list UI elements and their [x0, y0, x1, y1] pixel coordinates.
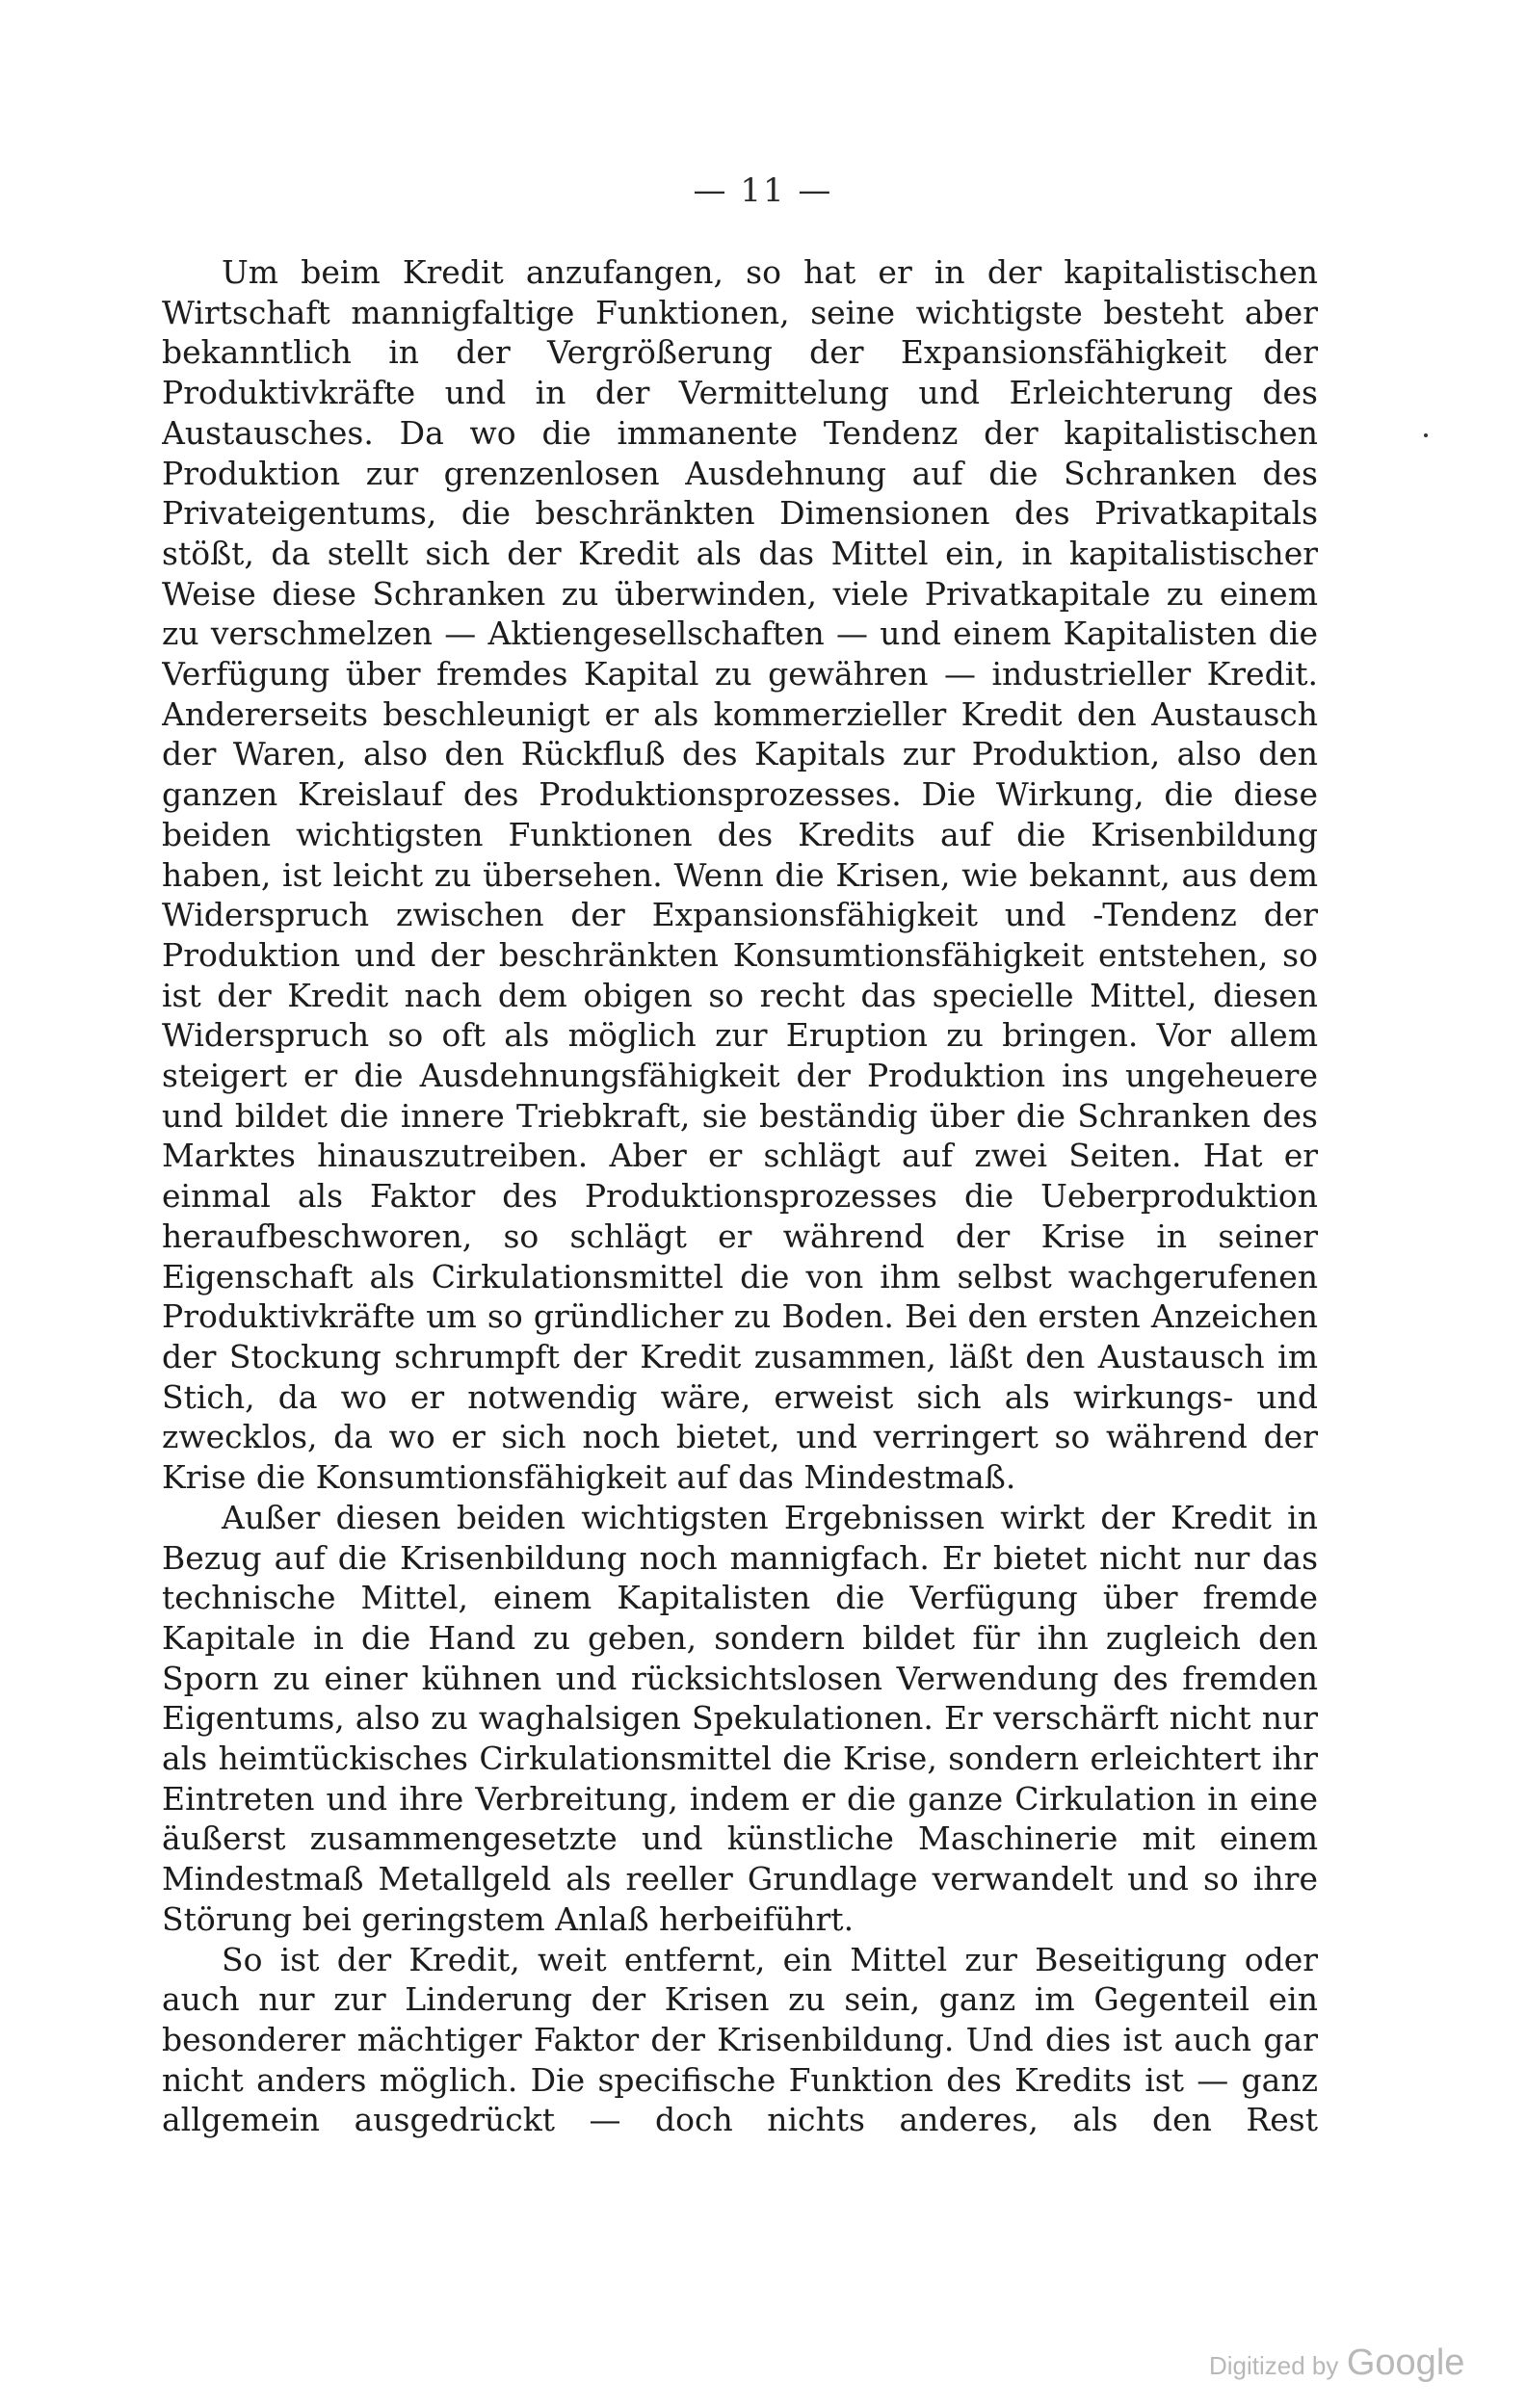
scan-speck: [1424, 433, 1428, 437]
page-number: — 11 —: [693, 171, 833, 210]
paragraph-2: Außer diesen beiden wichtigsten Ergebnissen wirkt der Kredit in Bezug auf die Krisenbildung noch mannigfach. Er bietet nicht nur das technische Mittel, einem Kapitalisten die Verfügung über fremde Kapitale in die Hand zu geben, sondern bildet für ihn zugleich den Sporn zu einer kühnen und rücksichtslosen Verwendung des fremden Eigentums, also zu waghalsigen Spekulationen. Er verschärft nicht nur als heimtückisches Cirkulationsmittel die Krise, sondern erleichtert ihr Eintreten und ihre Verbreitung, indem er die ganze Cirkulation in eine äußerst zusammengesetzte und künstliche Maschinerie mit einem Mindestmaß Metallgeld als reeller Grundlage verwandelt und so ihre Störung bei geringstem Anlaß herbeiführt.: [162, 1498, 1318, 1938]
body-text: [162, 252, 1318, 2188]
watermark-prefix: Digitized by: [1209, 2351, 1339, 2380]
paragraph-1: Um beim Kredit anzufangen, so hat er in der kapitalistischen Wirtschaft mannigfaltige Funktionen, seine wichtigste besteht aber bekanntlich in der Vergrößerung der Expansionsfähigkeit der Produktivkräfte und in der Vermittelung und Erleichterung des Austausches. Da wo die immanente Tendenz der kapitalistischen Produktion zur grenzenlosen Ausdehnung auf die Schranken des Privateigentums, die beschränkten Dimensionen des Privatkapitals stößt, da stellt sich der Kredit als das Mittel ein, in kapitalistischer Weise diese Schranken zu überwinden, viele Privatkapitale zu einem zu verschmelzen — Aktiengesellschaften — und einem Kapitalisten die Verfügung über fremdes Kapital zu gewähren — industrieller Kredit. Andererseits beschleunigt er als kommerzieller Kredit den Austausch der Waren, also den Rückfluß des Kapitals zur Produktion, also den ganzen Kreislauf des Produktionsprozesses. Die Wirkung, die diese beiden wichtigsten Funktionen des Kredits auf die Krisenbildung haben, ist leicht zu übersehen. Wenn die Krisen, wie bekannt, aus dem Widerspruch zwischen der Expansionsfähigkeit und -Tendenz der Produktion und der beschränkten Konsumtionsfähigkeit entstehen, so ist der Kredit nach dem obigen so recht das specielle Mittel, diesen Widerspruch so oft als möglich zur Eruption zu bringen. Vor allem steigert er die Ausdehnungsfähigkeit der Produktion ins ungeheuere und bildet die innere Triebkraft, sie beständig über die Schranken des Marktes hinauszutreiben. Aber er schlägt auf zwei Seiten. Hat er einmal als Faktor des Produktionsprozesses die Ueberproduktion heraufbeschworen, so schlägt er während der Krise in seiner Eigenschaft als Cirkulationsmittel die von ihm selbst wachgerufenen Produktivkräfte um so gründlicher zu Boden. Bei den ersten Anzeichen der Stockung schrumpft der Kredit zusammen, läßt den Austausch im Stich, da wo er notwendig wäre, erweist sich als wirkungs- und zwecklos, da wo er sich noch bietet, und verringert so während der Krise die Konsumtionsfähigkeit auf das Mindestmaß.: [162, 253, 1318, 1497]
digitized-watermark: [1209, 2343, 1464, 2384]
watermark-brand: Google: [1346, 2343, 1465, 2383]
paragraph-3: So ist der Kredit, weit entfernt, ein Mittel zur Beseitigung oder auch nur zur Linderung der Krisen zu sein, ganz im Gegenteil ein besonderer mächtiger Faktor der Krisenbildung. Und dies ist auch gar nicht anders möglich. Die specifische Funktion des Kredits ist — ganz allgemein ausgedrückt — doch nichts anderes, als den Rest: [162, 1940, 1318, 2139]
